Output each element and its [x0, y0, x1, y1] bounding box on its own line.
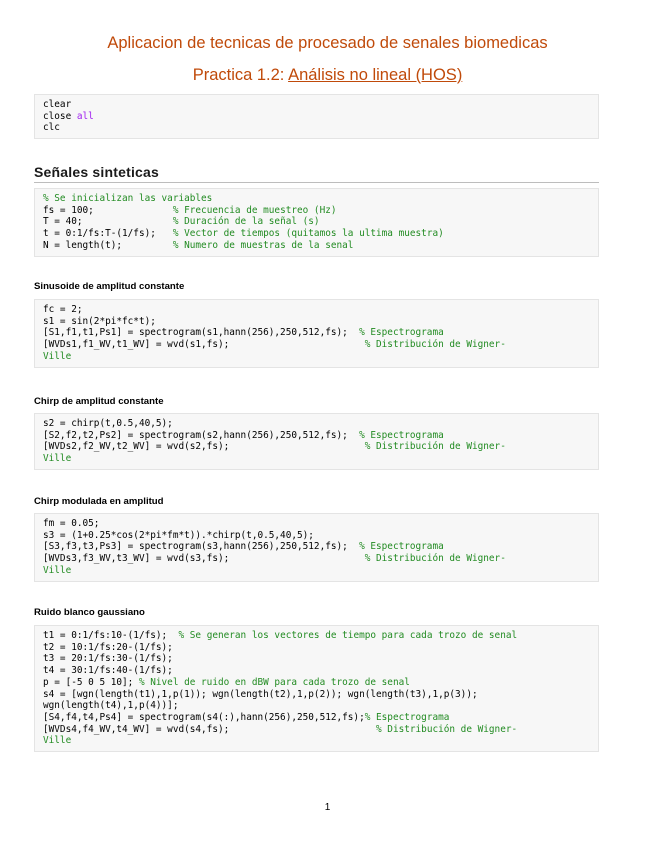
- subtitle-link[interactable]: Análisis no lineal (HOS): [288, 66, 463, 84]
- code-comment: % Espectrograma: [364, 711, 450, 723]
- document-subtitle: [0, 66, 655, 85]
- code-comment: % Distribución de Wigner-: [376, 723, 518, 735]
- code-line: [S4,f4,t4,Ps4] = spectrogram(s4(:),hann(256),250,512,fs);: [43, 711, 365, 723]
- code-line: close: [43, 110, 77, 122]
- code-comment: % Numero de muestras de la senal: [172, 239, 354, 251]
- code-comment: % Frecuencia de muestreo (Hz): [172, 204, 337, 216]
- code-line: [S2,f2,t2,Ps2] = spectrogram(s2,hann(256),250,512,fs);: [43, 429, 360, 441]
- code-comment: % Duración de la señal (s): [172, 216, 320, 228]
- code-comment: % Espectrograma: [359, 541, 444, 553]
- code-comment: % Distribución de Wigner-: [364, 339, 506, 351]
- subtitle-prefix: Practica 1.2:: [192, 66, 289, 84]
- code-block-variables: [34, 188, 599, 257]
- subheading-chirp: Chirp de amplitud constante: [34, 396, 164, 407]
- page-number: 1: [324, 802, 331, 813]
- code-line: wgn(length(t4),1,p(4))];: [43, 700, 179, 712]
- code-block-ruido: [34, 625, 599, 752]
- code-line: s1 = sin(2*pi*fc*t);: [43, 315, 156, 327]
- subheading-chirp-modulada: Chirp modulada en amplitud: [34, 496, 164, 507]
- code-line: fs = 100;: [43, 204, 173, 216]
- code-line: t2 = 10:1/fs:20-(1/fs);: [43, 641, 173, 653]
- subheading-ruido-blanco: Ruido blanco gaussiano: [34, 607, 145, 618]
- code-block-sinusoide: [34, 299, 599, 368]
- code-line: p = [-5 0 5 10];: [43, 676, 139, 688]
- code-line: [WVDs1,f1_WV,t1_WV] = wvd(s1,fs);: [43, 339, 365, 351]
- code-line: [WVDs3,f3_WV,t3_WV] = wvd(s3,fs);: [43, 553, 365, 565]
- code-line: t4 = 30:1/fs:40-(1/fs);: [43, 665, 173, 677]
- code-comment: Ville: [43, 453, 72, 465]
- code-comment: Ville: [43, 564, 72, 576]
- code-comment: % Se inicializan las variables: [43, 193, 213, 204]
- code-comment: % Se generan los vectores de tiempo para cada trozo de senal: [178, 630, 518, 641]
- section-heading-senales-sinteticas: Señales sinteticas: [34, 164, 599, 183]
- code-comment: % Distribución de Wigner-: [364, 441, 506, 453]
- code-comment: % Nivel de ruido en dBW para cada trozo de senal: [138, 676, 410, 688]
- code-line: fm = 0.05;: [43, 518, 100, 529]
- code-line: [S3,f3,t3,Ps3] = spectrogram(s3,hann(256),250,512,fs);: [43, 541, 360, 553]
- code-comment: Ville: [43, 735, 72, 747]
- code-comment: % Distribución de Wigner-: [364, 553, 506, 565]
- code-line: s4 = [wgn(length(t1),1,p(1)); wgn(length(t2),1,p(2)); wgn(length(t3),1,p(3));: [43, 688, 478, 700]
- code-comment: % Espectrograma: [359, 327, 444, 339]
- code-comment: Ville: [43, 350, 72, 362]
- code-line: s3 = (1+0.25*cos(2*pi*fm*t)).*chirp(t,0.5,40,5);: [43, 529, 314, 541]
- code-line: s2 = chirp(t,0.5,40,5);: [43, 418, 173, 429]
- subheading-sinusoide: Sinusoide de amplitud constante: [34, 281, 185, 292]
- code-line: N = length(t);: [43, 239, 173, 251]
- code-line: [S1,f1,t1,Ps1] = spectrogram(s1,hann(256),250,512,fs);: [43, 327, 360, 339]
- code-line: t3 = 20:1/fs:30-(1/fs);: [43, 653, 173, 665]
- document-title: Aplicacion de tecnicas de procesado de senales biomedicas: [107, 34, 548, 52]
- code-keyword: all: [76, 110, 94, 122]
- code-block-chirp-modulada: [34, 513, 599, 582]
- code-line: clear: [43, 99, 72, 110]
- code-block-chirp: [34, 413, 599, 470]
- code-line: [WVDs2,f2_WV,t2_WV] = wvd(s2,fs);: [43, 441, 365, 453]
- code-comment: % Vector de tiempos (quitamos la ultima muestra): [172, 228, 444, 240]
- code-line: clc: [43, 122, 60, 134]
- code-line: t1 = 0:1/fs:10-(1/fs);: [43, 630, 179, 641]
- code-block-init: [34, 94, 599, 139]
- code-line: T = 40;: [43, 216, 173, 228]
- code-line: fc = 2;: [43, 304, 83, 315]
- code-line: [WVDs4,f4_WV,t4_WV] = wvd(s4,fs);: [43, 723, 377, 735]
- code-line: t = 0:1/fs:T-(1/fs);: [43, 228, 173, 240]
- code-comment: % Espectrograma: [359, 429, 444, 441]
